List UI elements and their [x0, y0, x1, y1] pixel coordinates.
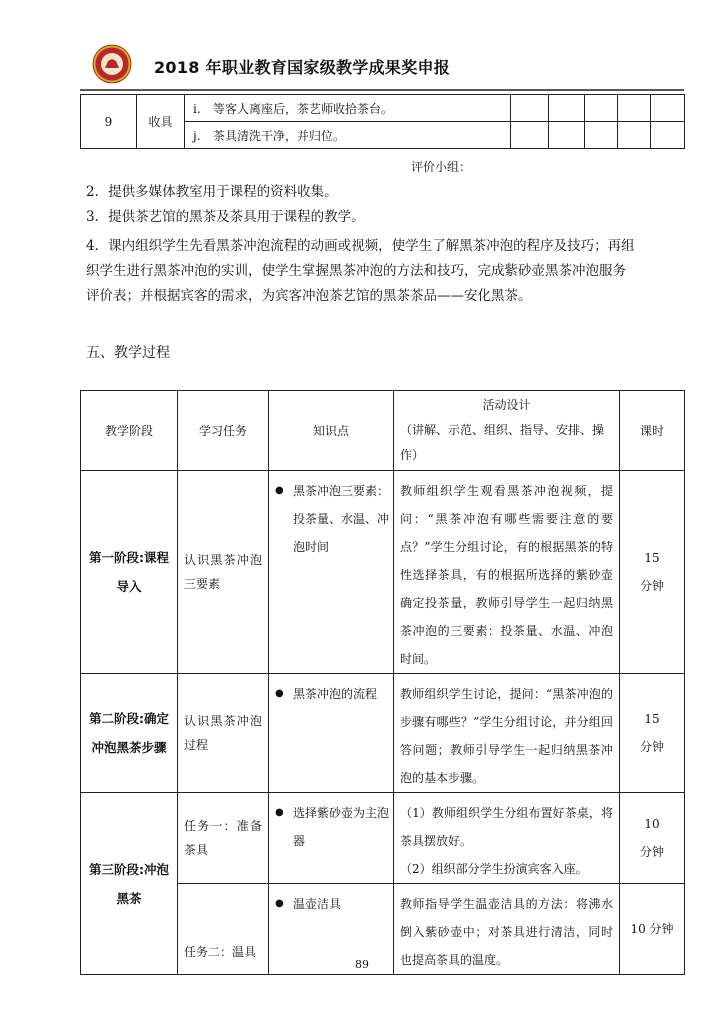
- teaching-process-table: [80, 390, 685, 975]
- row-number: 9: [81, 95, 137, 149]
- table-row: [81, 471, 685, 674]
- paragraph-2: 2．提供多媒体教室用于课程的资料收集。: [86, 184, 338, 200]
- header-title: 2018 年职业教育国家级教学成果奖申报: [154, 58, 451, 77]
- bullet-icon: ●: [275, 485, 284, 496]
- page-header: [92, 44, 652, 84]
- table-row: [81, 674, 685, 793]
- stage-cell: 第三阶段:冲泡黑茶: [81, 793, 178, 975]
- sub-item: j. 茶具清洗干净，并归位。: [185, 122, 511, 149]
- hours-cell: 10 分钟: [620, 884, 685, 975]
- header-knowledge: 知识点: [269, 391, 394, 471]
- header-divider: [80, 89, 684, 91]
- table-row: [81, 793, 685, 884]
- paragraph-4: 4．课内组织学生先看黑茶冲泡流程的动画或视频，使学生了解黑茶冲泡的程序及技巧；再组 织学生进行黑茶冲泡的实训，使学生掌握黑茶冲泡的方法和技巧，完成紫砂壶黑茶冲泡服务 评价表；并根据宾客的需求，为宾客冲泡茶艺馆的黑茶茶品——安化黑茶。: [86, 238, 635, 304]
- evaluation-group-label: 评价小组：: [411, 160, 472, 174]
- row-step: 收具: [137, 95, 185, 149]
- section-title: 五、教学过程: [86, 345, 170, 361]
- activity-cell: （1）教师组织学生分组布置好茶桌，将茶具摆放好。 （2）组织部分学生扮演宾客入座。: [394, 793, 620, 884]
- task-cell: 认识黑茶冲泡三要素: [178, 471, 269, 674]
- header-task: 学习任务: [178, 391, 269, 471]
- hours-cell: 10 分钟: [620, 793, 685, 884]
- hours-cell: 15 分钟: [620, 674, 685, 793]
- table-row: [81, 95, 685, 122]
- knowledge-cell: ● 黑茶冲泡的流程: [269, 674, 394, 793]
- table-header-row: [81, 391, 685, 471]
- bullet-icon: ●: [275, 807, 284, 818]
- header-stage: 教学阶段: [81, 391, 178, 471]
- stage-cell: 第二阶段:确定冲泡黑茶步骤: [81, 674, 178, 793]
- header-hours: 课时: [620, 391, 685, 471]
- bullet-icon: ●: [275, 688, 284, 699]
- hours-cell: 15 分钟: [620, 471, 685, 674]
- task-cell: 任务二：温具: [178, 884, 269, 975]
- activity-cell: 教师组织学生讨论，提问：“黑茶冲泡的步骤有哪些？”学生分组讨论，并分组回答问题；教师引导学生一起归纳黑茶冲泡的基本步骤。: [394, 674, 620, 793]
- task-cell: 任务一：准备茶具: [178, 793, 269, 884]
- activity-cell: 教师指导学生温壶洁具的方法：将沸水倒入紫砂壶中；对茶具进行清洁，同时也提高茶具的温度。: [394, 884, 620, 975]
- header-activity: 活动设计 （讲解、示范、组织、指导、安排、操作）: [394, 391, 620, 471]
- knowledge-cell: ● 温壶洁具: [269, 884, 394, 975]
- bullet-icon: ●: [275, 898, 284, 909]
- page-number: 89: [355, 958, 369, 971]
- paragraph-3: 3．提供茶艺馆的黑茶及茶具用于课程的教学。: [86, 209, 365, 225]
- sub-item: i. 等客人离座后，茶艺师收拾茶台。: [185, 95, 511, 122]
- activity-cell: 教师组织学生观看黑茶冲泡视频，提问：“黑茶冲泡有哪些需要注意的要点？”学生分组讨论，有的根据黑茶的特性选择茶具，有的根据所选择的紫砂壶确定投茶量，教师引导学生一起归纳黑茶冲泡的三要素：投茶量、水温、冲泡时间。: [394, 471, 620, 674]
- stage-cell: 第一阶段:课程导入: [81, 471, 178, 674]
- evaluation-table: [80, 94, 685, 149]
- school-emblem-icon: [92, 44, 132, 84]
- knowledge-cell: ● 黑茶冲泡三要素：投茶量、水温、冲泡时间: [269, 471, 394, 674]
- knowledge-cell: ● 选择紫砂壶为主泡器: [269, 793, 394, 884]
- task-cell: 认识黑茶冲泡过程: [178, 674, 269, 793]
